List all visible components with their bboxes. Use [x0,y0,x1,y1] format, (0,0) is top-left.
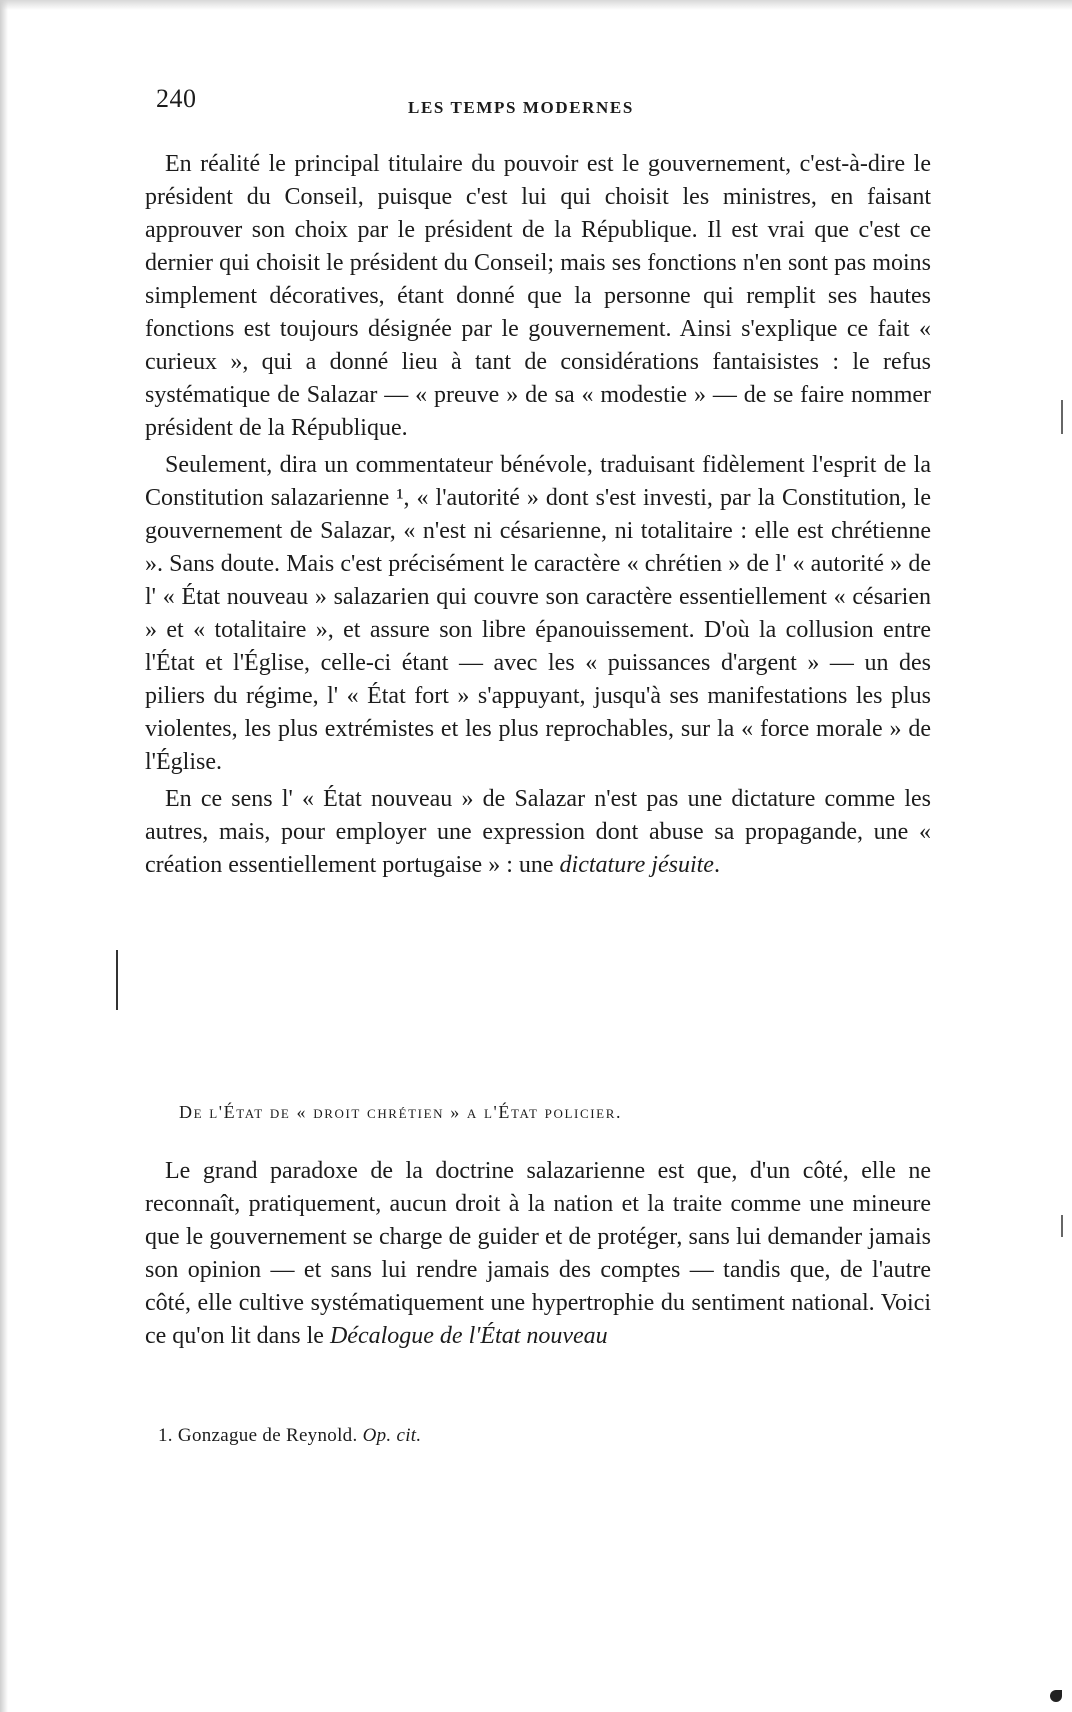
italic-phrase: dictature jésuite [559,852,714,878]
paragraph-text: Le grand paradoxe de la doctrine salazarienne est que, d'un côté, elle ne reconnaît, pratiquement, aucun droit à la nation et la traite comme une mineure que le gouvernement se charge de guider et de protéger, sans lui demander jamais son opinion — et sans lui rendre jamais des comptes — tandis que, de l'autre côté, elle cultive systématiquement une hypertrophie du sentiment national. Voici ce qu'on lit dans le [145,1158,931,1349]
paragraph [145,783,931,882]
paragraph: Seulement, dira un commentateur bénévole, traduisant fidèlement l'esprit de la Constitution salazarienne ¹, « l'autorité » dont s'est investi, par la Constitution, le gouvernement de Salazar, « n'est ni césarienne, ni totalitaire : elle est chrétienne ». Sans doute. Mais c'est précisément le caractère « chrétien » de l' « autorité » de l' « État nouveau » salazarien qui couvre son caractère essentiellement « césarien » et « totalitaire », et assure son libre épanouissement. D'où la collusion entre l'État et l'Église, celle-ci étant — avec les « puissances d'argent » — un des piliers du régime, l' « État fort » s'appuyant, jusqu'à ses manifestations les plus violentes, les plus extrémistes et les plus reprochables, sur la « force morale » de l'Église. [145,452,931,775]
scan-edge-left [0,0,8,1712]
body-text-bottom [145,1155,931,1357]
section-heading: De l'État de « droit chrétien » a l'État policier. [179,1102,623,1122]
page-header [156,84,936,124]
paragraph: En réalité le principal titulaire du pouvoir est le gouvernement, c'est-à-dire le président du Conseil, puisque c'est lui qui choisit les ministres, en faisant approuver son choix par le président de la République. Il est vrai que c'est ce dernier qui choisit le président du Conseil; mais ses fonctions n'en sont pas moins simplement décoratives, étant donné que la personne qui remplit ses hautes fonctions est toujours désignée par le gouvernement. Ainsi s'explique ce fait « curieux », qui a donné lieu à tant de considérations fantaisistes : le refus systématique de Salazar — « preuve » de sa « modestie » — de se faire nommer président de la République. [145,151,931,441]
italic-title: Décalogue de l'État nouveau [329,1323,608,1349]
body-text-top [145,148,931,886]
footnote-reference: Op. cit. [362,1425,422,1446]
margin-mark [1061,400,1063,434]
margin-mark [1061,1215,1063,1237]
paragraph-text: En ce sens l' « État nouveau » de Salazar n'est pas une dictature comme les autres, mais, pour employer une expression dont abuse sa propagande, une « création essentiellement portugaise » : une [145,786,931,878]
scan-edge-top [0,0,1072,10]
paragraph [145,1155,931,1353]
margin-mark [116,950,118,1010]
scan-artifact [1050,1690,1062,1702]
footnote-number: 1. [158,1425,173,1446]
paragraph-text-end: . [713,852,720,878]
page-number: 240 [156,84,197,113]
footnote-author: Gonzague de Reynold. [177,1425,358,1446]
running-title: LES TEMPS MODERNES [408,98,634,117]
footnote [158,1425,421,1447]
